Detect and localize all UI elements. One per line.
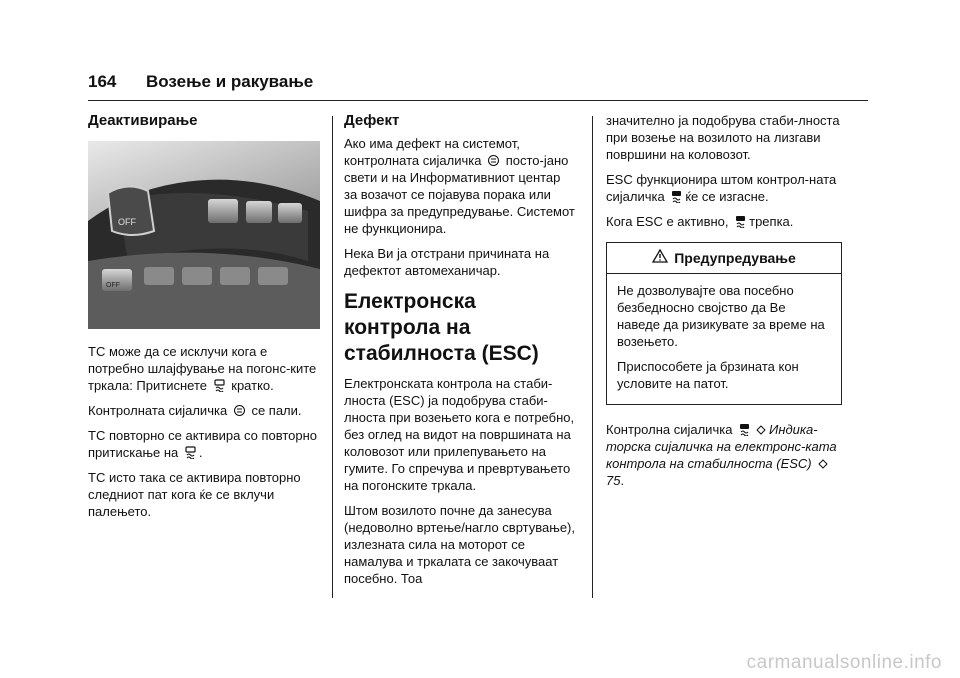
text-tc-deactivate-a: TC може да се исклучи кога е потребно шлајфување на погонс-ките тркала: Притиснете bbox=[88, 344, 317, 393]
paragraph-indicator-on bbox=[88, 402, 320, 419]
warning-body bbox=[607, 274, 841, 404]
warning-triangle-icon bbox=[652, 249, 668, 267]
text-crossref-end: . bbox=[620, 473, 625, 488]
text-tc-reactivate-a: TC повторно се активира со повторно притискање на bbox=[88, 428, 318, 460]
paragraph-tc-deactivate bbox=[88, 343, 320, 394]
text-tc-reactivate-b: . bbox=[198, 445, 203, 460]
warning-paragraph-2: Приспособете ја брзината кон условите на патот. bbox=[617, 359, 799, 391]
paragraph-esc-active bbox=[606, 213, 842, 230]
page-number: 164 bbox=[88, 72, 117, 91]
heading-fault: Дефект bbox=[344, 112, 400, 129]
text-fault-b: посто-јано свети и на Информативниот центар за возачот се појавува порака или шифра за предупредување. Системот не функционира. bbox=[344, 153, 575, 236]
paragraph-crossref bbox=[606, 421, 842, 489]
paragraph-esc-skid: Штом возилото почне да занесува (недоволно вртење/нагло свртување), излезната сила на моторот се намалува и тркалата се закочуваат посебно. Тоа bbox=[344, 503, 575, 586]
link-esc-indicator[interactable]: Индика-торска сијаличка на електронс-ката контрола на стабилноста (ESC) bbox=[606, 422, 837, 471]
text-crossref-a: Контролна сијаличка bbox=[606, 422, 733, 437]
page-reference-icon bbox=[818, 456, 828, 466]
link-page-number[interactable]: 75 bbox=[606, 473, 621, 488]
header-rule bbox=[88, 100, 868, 101]
text-esc-active-b: трепка. bbox=[749, 214, 794, 229]
column-3 bbox=[606, 112, 842, 497]
paragraph-fault bbox=[344, 135, 576, 237]
text-fault-a: Ако има дефект на системот, контролната сијаличка bbox=[344, 136, 520, 168]
paragraph-esc-intro: Електронската контрола на стаби-лноста (ESC) ја подобрува стаби-лноста при возењето кога е потребно, без оглед на видот на површината на коловозот или прилепувањето на гумите. Го спречува и превртувањето на погонските тркала. bbox=[344, 376, 575, 493]
paragraph-esc-operational bbox=[606, 171, 842, 205]
column-divider-left bbox=[332, 116, 333, 598]
esc-indicator-icon bbox=[735, 215, 746, 228]
heading-deactivation: Деактивирање bbox=[88, 112, 198, 129]
page-header bbox=[88, 72, 868, 102]
paragraph-mechanic: Нека Ви ја отстрани причината на дефектот автомеханичар. bbox=[344, 246, 550, 278]
dashboard-photo bbox=[88, 141, 320, 329]
photo-off-label-bottom: OFF bbox=[106, 282, 120, 289]
page-reference-icon bbox=[756, 422, 766, 432]
text-indicator-on-b: се пали. bbox=[251, 403, 302, 418]
text-indicator-on-a: Контролната сијаличка bbox=[88, 403, 228, 418]
footer bbox=[0, 650, 960, 678]
warning-title: Предупредување bbox=[674, 249, 796, 266]
tc-indicator-icon bbox=[488, 154, 499, 167]
text-esc-active-a: Кога ESC е активно, bbox=[606, 214, 729, 229]
text-tc-deactivate-b: кратко. bbox=[231, 378, 274, 393]
warning-box bbox=[606, 242, 842, 405]
column-divider-right bbox=[592, 116, 593, 598]
text-esc-operational-a: ESC функционира штом контрол-ната сијаличка bbox=[606, 172, 837, 204]
tc-off-icon bbox=[185, 446, 196, 459]
column-2 bbox=[344, 112, 576, 595]
column-1 bbox=[88, 112, 320, 528]
paragraph-tc-ignition: TC исто така се активира повторно следниот пат кога ќе се вклучи палењето. bbox=[88, 470, 301, 519]
tc-off-icon bbox=[214, 379, 225, 392]
paragraph-tc-reactivate bbox=[88, 427, 320, 461]
warning-header bbox=[607, 243, 841, 274]
page-title: Возење и ракување bbox=[146, 72, 314, 91]
tc-indicator-icon bbox=[234, 404, 245, 417]
esc-indicator-icon bbox=[739, 423, 750, 436]
text-esc-operational-b: ќе се изгасне. bbox=[685, 189, 769, 204]
esc-indicator-icon bbox=[671, 190, 682, 203]
paragraph-stability: значително ја подобрува стаби-лноста при возење на возилото на лизгави површини на коловозот. bbox=[606, 113, 840, 162]
section-title-esc: Електронска контрола на стабилноста (ESC) bbox=[344, 290, 539, 365]
warning-paragraph-1: Не дозволувајте ова посебно безбедносно својство да Ве наведе да ризикувате за време на возењето. bbox=[617, 283, 825, 349]
watermark-text: carmanualsonline.info bbox=[746, 652, 942, 673]
photo-off-label-top: OFF bbox=[118, 217, 136, 227]
